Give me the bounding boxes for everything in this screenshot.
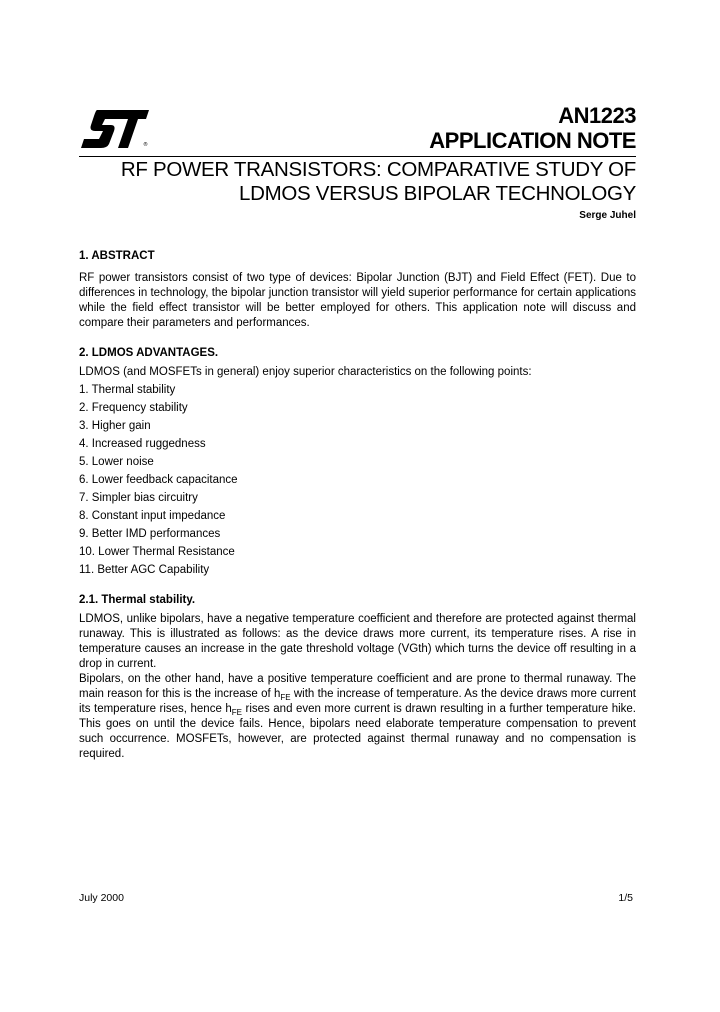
hfe-subscript: FE bbox=[280, 693, 291, 702]
st-logo bbox=[79, 108, 151, 148]
page-number: 1/5 bbox=[618, 892, 633, 904]
list-item: 7. Simpler bias circuitry bbox=[79, 492, 198, 504]
thermal-text-c: rises and even more current is drawn resulting in a further temperature hike. This goes on until the device fails. Hence, bipolars need elaborate temperature compensation to prevent such occurrence. MOSFETs, however, are protected against thermal runaway and no compensation is required. bbox=[79, 703, 636, 760]
advantages-heading: 2. LDMOS ADVANTAGES. bbox=[79, 347, 219, 359]
advantages-intro: LDMOS (and MOSFETs in general) enjoy superior characteristics on the following points: bbox=[79, 366, 532, 378]
thermal-text-a: Bipolars, on the other hand, have a positive temperature coefficient and are prone to thermal runaway. The main reason for this is the increase of h bbox=[79, 673, 636, 700]
list-item: 10. Lower Thermal Resistance bbox=[79, 546, 235, 558]
document-number: AN1223 bbox=[558, 103, 636, 128]
header-rule bbox=[79, 156, 636, 157]
document-title bbox=[121, 158, 636, 206]
list-item: 2. Frequency stability bbox=[79, 402, 188, 414]
list-item: 6. Lower feedback capacitance bbox=[79, 474, 238, 486]
thermal-text-b: with the increase of temperature. As the device draws more current its temperature rises, hence h bbox=[79, 688, 636, 715]
thermal-paragraph-1: LDMOS, unlike bipolars, have a negative temperature coefficient and therefore are protected against thermal runaway. This is illustrated as follows: as the device draws more current, its temperature rises. A rise in temperature causes an increase in the gate threshold voltage (VGth) which turns the device off resulting in a drop in current. bbox=[79, 613, 636, 670]
document-type: APPLICATION NOTE bbox=[429, 128, 636, 153]
hfe-subscript: FE bbox=[231, 708, 242, 717]
list-item: 4. Increased ruggedness bbox=[79, 438, 206, 450]
list-item: 5. Lower noise bbox=[79, 456, 154, 468]
footer-date: July 2000 bbox=[79, 892, 124, 904]
list-item: 9. Better IMD performances bbox=[79, 528, 221, 540]
title-line-1: RF POWER TRANSISTORS: COMPARATIVE STUDY OF bbox=[120, 158, 636, 181]
thermal-heading: 2.1. Thermal stability. bbox=[79, 594, 196, 606]
author-name: Serge Juhel bbox=[579, 210, 636, 221]
list-item: 3. Higher gain bbox=[79, 420, 151, 432]
list-item: 1. Thermal stability bbox=[79, 384, 176, 396]
title-line-2: LDMOS VERSUS BIPOLAR TECHNOLOGY bbox=[238, 182, 636, 205]
list-item: 11. Better AGC Capability bbox=[79, 564, 210, 576]
abstract-heading: 1. ABSTRACT bbox=[79, 250, 155, 262]
abstract-text: RF power transistors consist of two type of devices: Bipolar Junction (BJT) and Field Effect (FET). Due to differences in technology, the bipolar junction transistor will yield superior performance for certain applications while the field effect transistor will be better employed for others. This application note will discuss and compare their parameters and performances. bbox=[79, 272, 636, 329]
list-item: 8. Constant input impedance bbox=[79, 510, 226, 522]
svg-text:®: ® bbox=[143, 142, 148, 148]
thermal-paragraph-2 bbox=[79, 672, 636, 762]
